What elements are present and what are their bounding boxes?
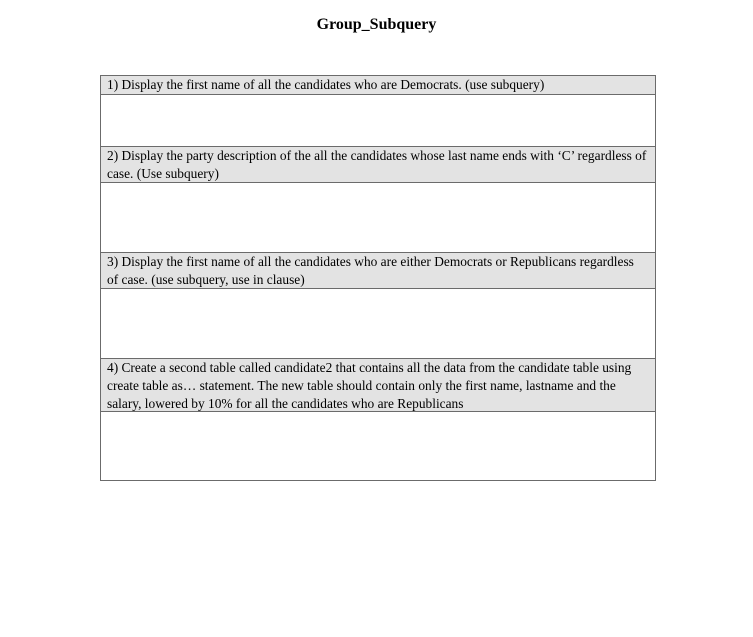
question-text-4: 4) Create a second table called candidate2 that contains all the data from the candidate table using create table as… statement. The new table should contain only the first name, lastname and the salary, lowered by 10% for all the candidates who are Republicans [107, 360, 632, 411]
answer-cell-2[interactable] [101, 183, 655, 253]
question-row-1 [101, 76, 655, 95]
question-text-1: 1) Display the first name of all the candidates who are Democrats. (use subquery) [107, 77, 545, 92]
question-row-4 [101, 359, 655, 412]
answer-cell-4[interactable] [101, 412, 655, 480]
question-text-3: 3) Display the first name of all the candidates who are either Democrats or Republicans regardless of case. (use subquery, use in clause) [107, 254, 634, 287]
question-text-2: 2) Display the party description of the all the candidates whose last name ends with ‘C’ regardless of case. (Use subquery) [107, 148, 647, 181]
question-row-2 [101, 147, 655, 183]
question-row-3 [101, 253, 655, 289]
document-title: Group_Subquery [316, 16, 437, 33]
questions-table [100, 75, 656, 481]
answer-cell-1[interactable] [101, 95, 655, 147]
answer-cell-3[interactable] [101, 289, 655, 359]
